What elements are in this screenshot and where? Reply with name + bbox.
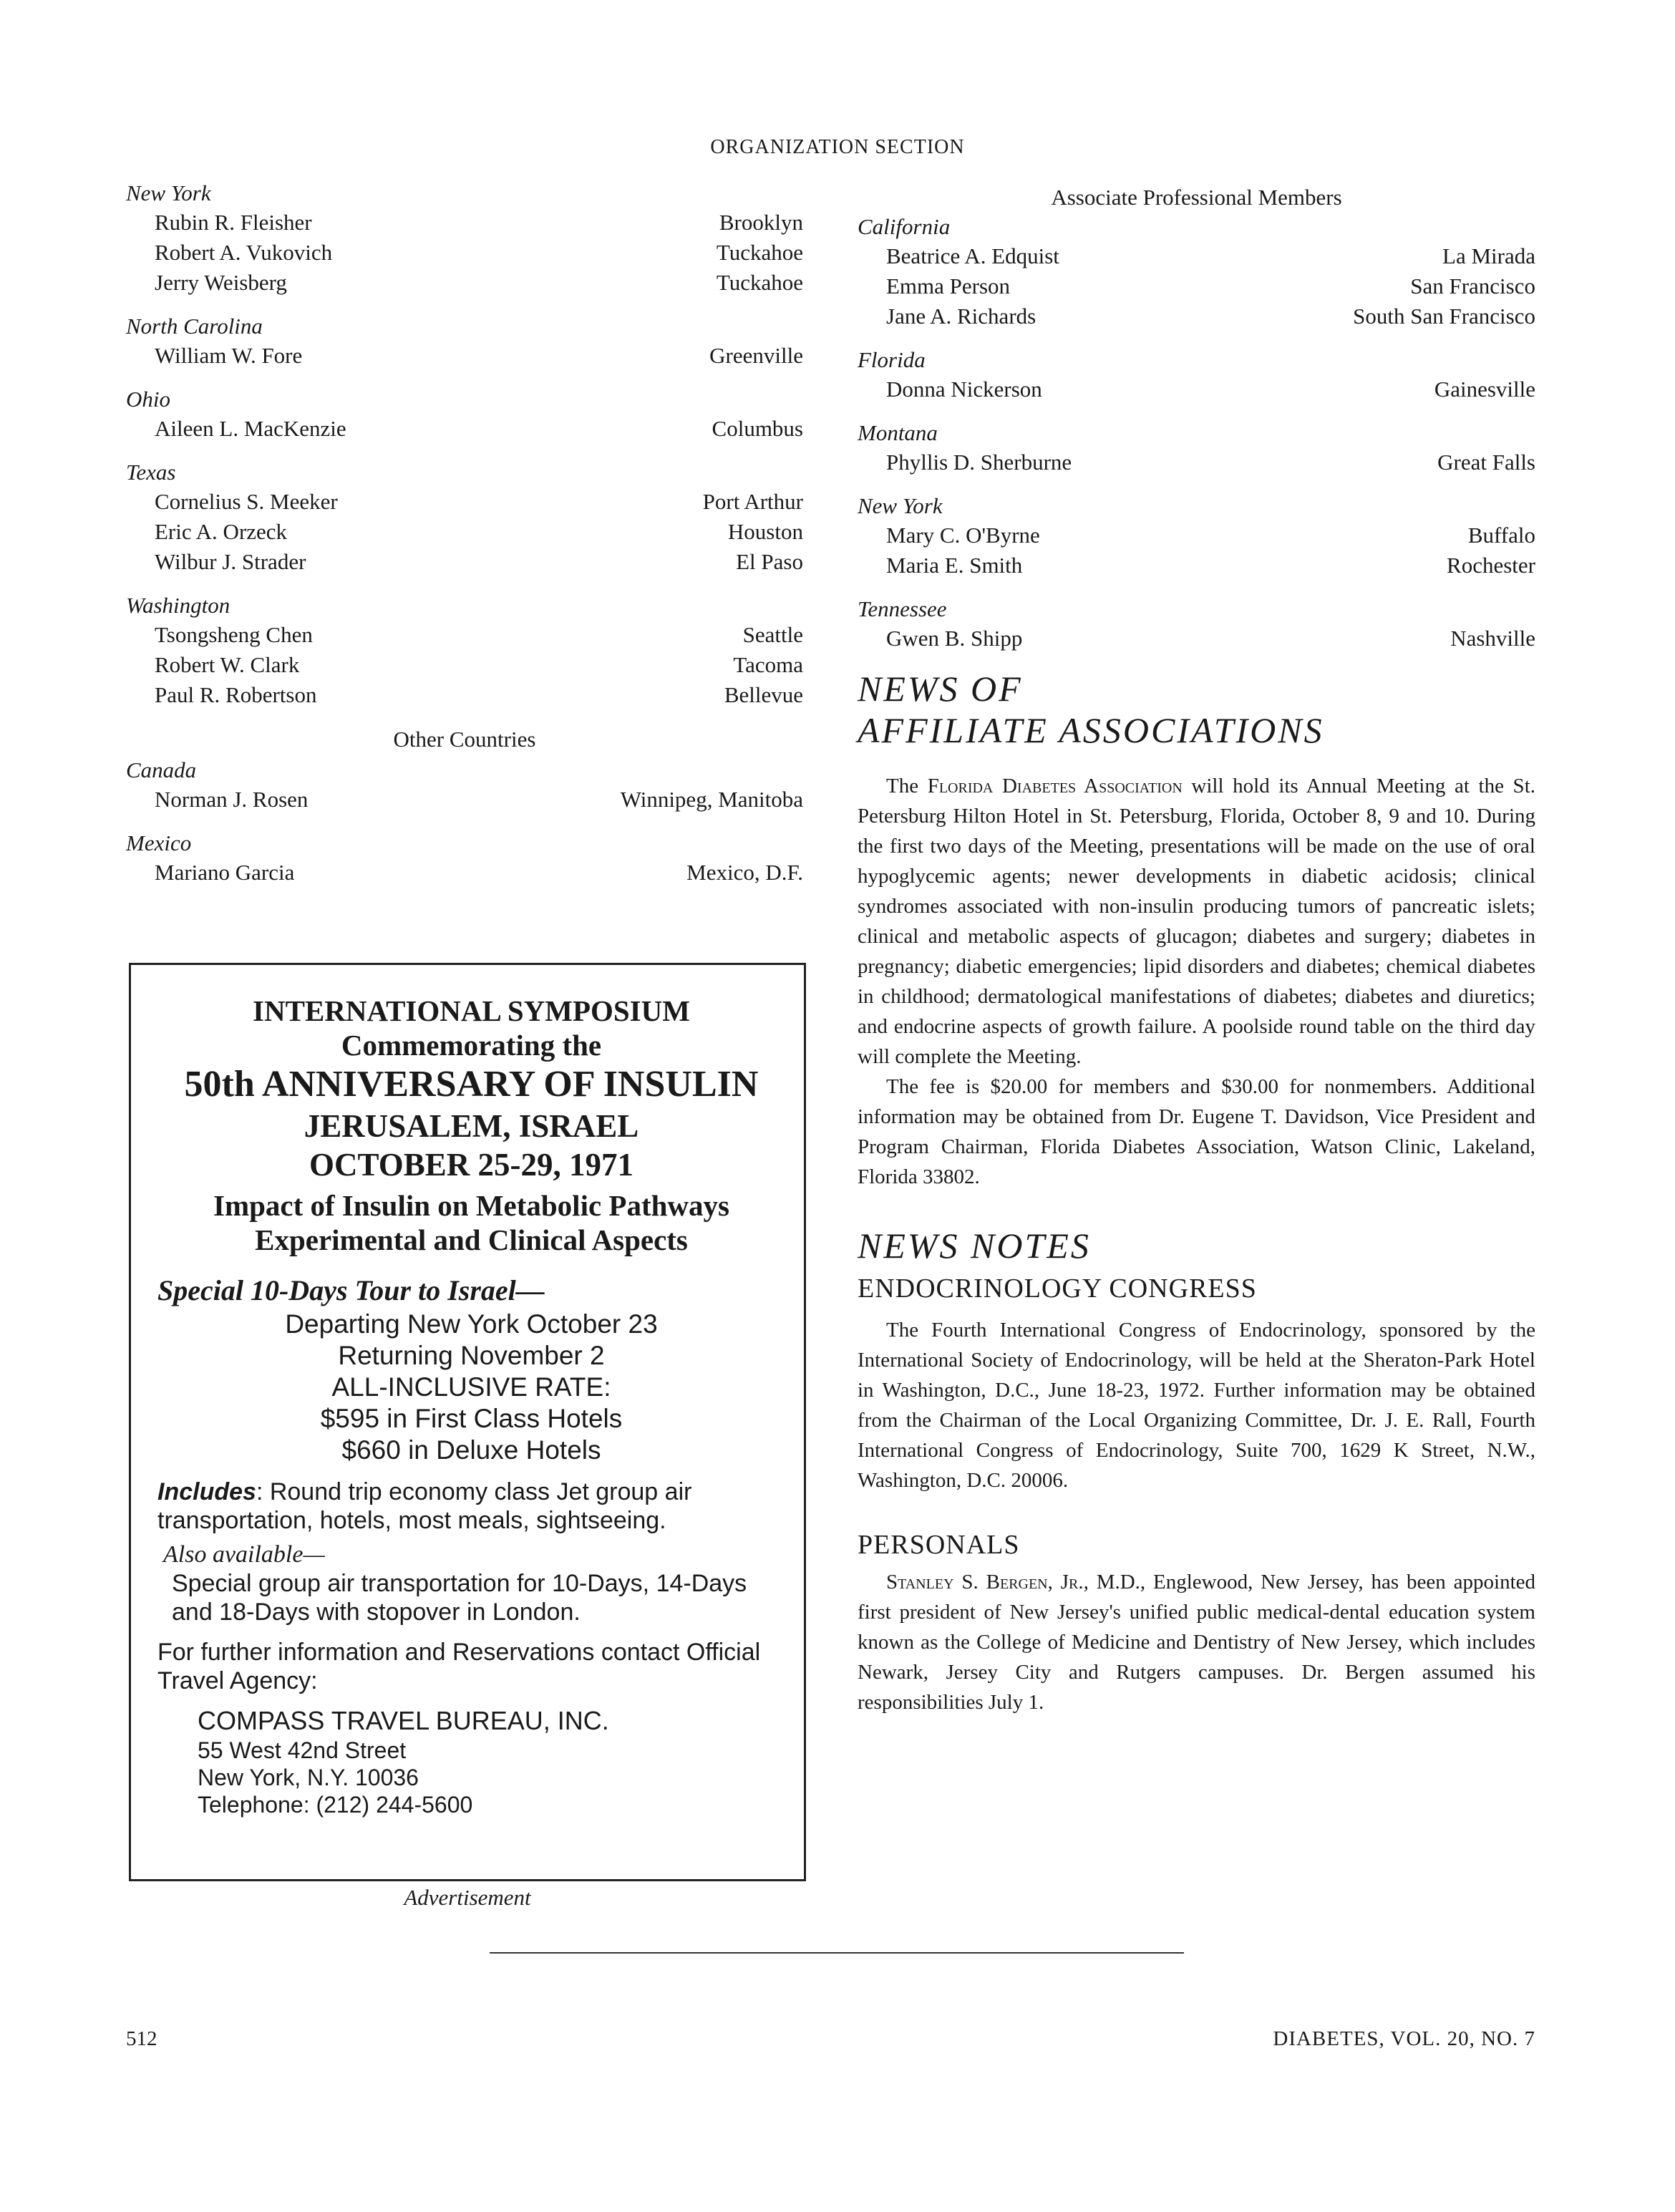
member-city: Bellevue <box>724 682 803 707</box>
state-name: Tennessee <box>858 596 947 621</box>
ad-theme-1: Impact of Insulin on Metabolic Pathways <box>213 1189 729 1222</box>
ad-location: JERUSALEM, ISRAEL <box>304 1108 639 1144</box>
member-city: Brooklyn <box>719 210 803 235</box>
member-city: La Mirada <box>1442 243 1535 268</box>
state-group <box>126 829 803 888</box>
state-name: Washington <box>126 593 230 618</box>
member-name: Paul R. Robertson <box>155 682 317 707</box>
state-group <box>858 419 1535 477</box>
state-group <box>126 591 803 710</box>
member-row <box>126 785 803 815</box>
member-name: Eric A. Orzeck <box>155 519 288 544</box>
member-row <box>858 374 1535 404</box>
affiliate-paragraph-1 <box>858 771 1535 1072</box>
member-city: Buffalo <box>1467 523 1535 548</box>
member-city: Greenville <box>709 343 803 368</box>
member-city: Houston <box>727 519 803 544</box>
member-name: Tsongsheng Chen <box>155 622 313 647</box>
ad-also-label: Also available— <box>163 1541 325 1568</box>
ad-includes-label: Includes <box>157 1478 256 1505</box>
affiliate-title-line-1: NEWS OF <box>858 669 1023 709</box>
state-name: Texas <box>126 460 176 485</box>
member-name: Wilbur J. Strader <box>155 549 306 574</box>
state-group <box>858 213 1535 331</box>
member-city: Port Arthur <box>702 489 803 514</box>
member-name: Emma Person <box>886 273 1011 299</box>
member-city: Gainesville <box>1434 377 1535 402</box>
personals-heading: PERSONALS <box>858 1530 1020 1560</box>
member-name: Phyllis D. Sherburne <box>886 450 1072 475</box>
state-group <box>126 756 803 815</box>
member-name: Maria E. Smith <box>886 553 1023 578</box>
personals-name: Stanley S. Bergen, Jr. <box>886 1571 1084 1593</box>
member-list-associate <box>858 213 1535 654</box>
state-group <box>858 595 1535 654</box>
ad-tour-return: Returning November 2 <box>338 1341 605 1370</box>
member-name: Beatrice A. Edquist <box>886 243 1059 268</box>
ad-dates: OCTOBER 25-29, 1971 <box>309 1147 633 1183</box>
journal-citation: DIABETES, VOL. 20, NO. 7 <box>1273 2027 1535 2050</box>
ad-subtitle: Commemorating the <box>341 1029 602 1062</box>
affiliate-p1-lead: The <box>886 775 928 797</box>
affiliate-org-name: Florida Diabetes Association <box>927 775 1183 797</box>
ad-tour-rate-deluxe: $660 in Deluxe Hotels <box>341 1435 601 1465</box>
ad-contact: For further information and Reservations contact Official Travel Agency: <box>157 1639 761 1694</box>
state-group <box>858 346 1535 404</box>
page-number: 512 <box>126 2027 157 2050</box>
advertisement-box <box>129 963 806 1881</box>
ad-includes <box>157 1478 772 1535</box>
news-notes-title: NEWS NOTES <box>858 1226 1091 1266</box>
associate-members-label: Associate Professional Members <box>1051 185 1342 210</box>
state-group <box>126 385 803 444</box>
affiliate-p1-text: will hold its Annual Meeting at the St. Petersburg Hilton Hotel in St. Petersburg, Florida, October 8, 9 and 10. During the first two days of the Meeting, presentations will be made on the use of oral hypoglycemic agents; newer developments in diabetic acidosis; clinical syndromes associated with non-insulin producing tumors of pancreatic islets; clinical and metabolic aspects of glucagon; diabetes and surgery; diabetes in pregnancy; diabetic emergencies; lipid disorders and diabetes; chemical diabetes in childhood; dermatological manifestations of diabetes; diabetes and diuretics; and endocrine aspects of growth failure. A poolside round table on the third day will complete the Meeting. <box>858 775 1535 1068</box>
member-city: Nashville <box>1450 626 1535 651</box>
personals-paragraph <box>858 1567 1535 1717</box>
member-city: Tacoma <box>733 652 803 677</box>
member-row <box>858 447 1535 477</box>
member-row <box>858 550 1535 581</box>
member-city: Seattle <box>742 622 803 647</box>
member-name: Gwen B. Shipp <box>886 626 1023 651</box>
ad-tour-depart: Departing New York October 23 <box>285 1309 658 1339</box>
ad-agency-name: COMPASS TRAVEL BUREAU, INC. <box>198 1706 609 1735</box>
endocrinology-heading: ENDOCRINOLOGY CONGRESS <box>858 1274 1257 1304</box>
ad-includes-text: : Round trip economy class Jet group air transportation, hotels, most meals, sightseeing. <box>157 1478 692 1534</box>
ad-agency-address-2: New York, N.Y. 10036 <box>198 1765 419 1790</box>
member-city: Great Falls <box>1437 450 1535 475</box>
ad-title: INTERNATIONAL SYMPOSIUM <box>253 994 690 1027</box>
member-row <box>126 238 803 268</box>
member-row <box>126 208 803 238</box>
state-name: Mexico <box>126 830 192 855</box>
state-group <box>858 492 1535 581</box>
member-city: Winnipeg, Manitoba <box>620 787 803 812</box>
member-list-left <box>126 179 803 710</box>
member-name: Robert A. Vukovich <box>155 240 333 265</box>
endocrinology-paragraph: The Fourth International Congress of Endocrinology, sponsored by the International Society of Endocrinology, will be held at the Sheraton-Park Hotel in Washington, D.C., June 18-23, 1972. Further information may be obtained from the Chairman of the Local Organizing Committee, Dr. J. E. Rall, Fourth International Congress of Endocrinology, Suite 700, 1629 K Street, N.W., Washington, D.C. 20006. <box>858 1319 1535 1492</box>
member-row <box>126 547 803 577</box>
member-name: Robert W. Clark <box>155 652 300 677</box>
state-name: North Carolina <box>126 314 263 339</box>
member-row <box>126 680 803 710</box>
ad-agency-phone: Telephone: (212) 244-5600 <box>198 1792 473 1818</box>
member-name: Cornelius S. Meeker <box>155 489 338 514</box>
right-column <box>858 183 1535 1717</box>
member-name: Jane A. Richards <box>886 304 1036 329</box>
member-row <box>858 241 1535 271</box>
ad-tour-rate-label: ALL-INCLUSIVE RATE: <box>331 1372 611 1402</box>
member-name: Rubin R. Fleisher <box>155 210 312 235</box>
state-name: Florida <box>858 347 926 372</box>
member-row <box>126 650 803 680</box>
member-row <box>126 517 803 547</box>
state-name: Montana <box>858 420 938 445</box>
member-row <box>126 341 803 371</box>
ad-tour-heading: Special 10-Days Tour to Israel— <box>157 1274 545 1306</box>
ad-agency-address-1: 55 West 42nd Street <box>198 1737 407 1763</box>
member-row <box>858 624 1535 654</box>
member-city: Tuckahoe <box>716 240 803 265</box>
ad-anniversary: 50th ANNIVERSARY OF INSULIN <box>184 1064 759 1105</box>
page-divider <box>490 1952 1184 1954</box>
member-city: Rochester <box>1447 553 1535 578</box>
member-name: Mariano Garcia <box>155 860 295 885</box>
member-city: South San Francisco <box>1353 304 1535 329</box>
state-group <box>126 179 803 298</box>
member-row <box>126 414 803 444</box>
member-row <box>858 520 1535 550</box>
state-group <box>126 458 803 577</box>
state-name: Ohio <box>126 387 170 412</box>
ad-also-text: Special group air transportation for 10-Days, 14-Days and 18-Days with stopover in London. <box>172 1570 747 1626</box>
left-column <box>126 179 803 902</box>
advertisement-caption: Advertisement <box>404 1885 531 1910</box>
member-name: Mary C. O'Byrne <box>886 523 1040 548</box>
member-name: William W. Fore <box>155 343 303 368</box>
state-name: California <box>858 214 951 239</box>
other-countries-label: Other Countries <box>393 727 536 752</box>
member-city: Tuckahoe <box>716 270 803 295</box>
member-name: Donna Nickerson <box>886 377 1042 402</box>
member-city: Mexico, D.F. <box>686 860 803 885</box>
member-row <box>126 858 803 888</box>
ad-theme-2: Experimental and Clinical Aspects <box>255 1223 688 1256</box>
running-header: ORGANIZATION SECTION <box>710 136 965 158</box>
ad-tour-rate-first: $595 in First Class Hotels <box>320 1404 623 1433</box>
personals-text: , M.D., Englewood, New Jersey, has been appointed first president of New Jersey's unified public medical-dental education system known as the College of Medicine and Dentistry of New Jersey, which includes Newark, Jersey City and Rutgers campuses. Dr. Bergen assumed his responsibilities July 1. <box>858 1571 1536 1714</box>
member-city: San Francisco <box>1410 273 1535 299</box>
state-name: New York <box>858 493 943 518</box>
member-row <box>858 271 1535 301</box>
member-city: El Paso <box>736 549 803 574</box>
member-city: Columbus <box>712 416 803 441</box>
state-name: New York <box>126 180 211 205</box>
member-name: Aileen L. MacKenzie <box>155 416 346 441</box>
affiliate-paragraph-2: The fee is $20.00 for members and $30.00 for nonmembers. Additional information may be obtained from Dr. Eugene T. Davidson, Vice President and Program Chairman, Florida Diabetes Association, Watson Clinic, Lakeland, Florida 33802. <box>858 1075 1535 1188</box>
affiliate-title-line-2: AFFILIATE ASSOCIATIONS <box>858 710 1324 750</box>
member-name: Jerry Weisberg <box>155 270 287 295</box>
state-group <box>126 312 803 371</box>
member-row <box>858 301 1535 331</box>
member-name: Norman J. Rosen <box>155 787 309 812</box>
member-row <box>126 620 803 650</box>
state-name: Canada <box>126 757 197 782</box>
member-row <box>126 487 803 517</box>
member-list-other-countries <box>126 756 803 888</box>
member-row <box>126 268 803 298</box>
